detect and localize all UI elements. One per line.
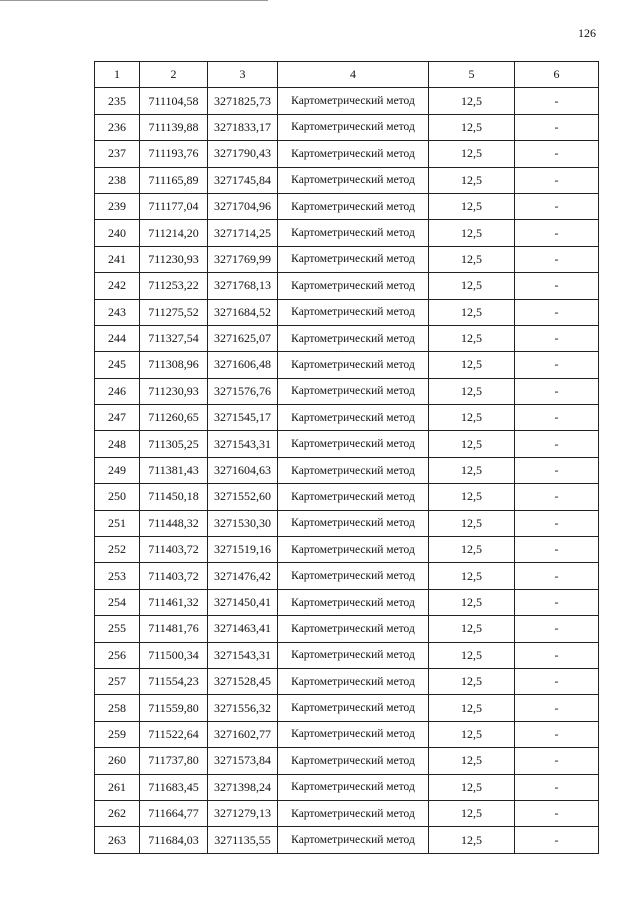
accuracy-cell: 12,5: [429, 721, 515, 747]
point-number-cell: 248: [95, 431, 140, 457]
accuracy-cell: 12,5: [429, 774, 515, 800]
table-row: [95, 273, 599, 299]
coordinates-table: [94, 61, 599, 854]
note-cell: -: [515, 827, 599, 853]
y-coordinate-cell: 3271279,13: [208, 800, 278, 826]
y-coordinate-cell: 3271450,41: [208, 589, 278, 615]
table-row: [95, 642, 599, 668]
x-coordinate-cell: 711403,72: [140, 563, 208, 589]
note-cell: -: [515, 642, 599, 668]
accuracy-cell: 12,5: [429, 800, 515, 826]
note-cell: -: [515, 167, 599, 193]
accuracy-cell: 12,5: [429, 273, 515, 299]
x-coordinate-cell: 711230,93: [140, 246, 208, 272]
point-number-cell: 244: [95, 325, 140, 351]
note-cell: -: [515, 510, 599, 536]
y-coordinate-cell: 3271833,17: [208, 114, 278, 140]
y-coordinate-cell: 3271606,48: [208, 352, 278, 378]
note-cell: -: [515, 668, 599, 694]
accuracy-cell: 12,5: [429, 827, 515, 853]
accuracy-cell: 12,5: [429, 642, 515, 668]
method-cell: Картометрический метод: [278, 484, 429, 510]
accuracy-cell: 12,5: [429, 431, 515, 457]
x-coordinate-cell: 711522,64: [140, 721, 208, 747]
method-cell: Картометрический метод: [278, 378, 429, 404]
method-cell: Картометрический метод: [278, 589, 429, 615]
x-coordinate-cell: 711403,72: [140, 537, 208, 563]
point-number-cell: 236: [95, 114, 140, 140]
y-coordinate-cell: 3271625,07: [208, 325, 278, 351]
y-coordinate-cell: 3271790,43: [208, 141, 278, 167]
header-row: [95, 62, 599, 88]
point-number-cell: 256: [95, 642, 140, 668]
table-row: [95, 193, 599, 219]
point-number-cell: 237: [95, 141, 140, 167]
y-coordinate-cell: 3271543,31: [208, 642, 278, 668]
note-cell: -: [515, 246, 599, 272]
header-cell-5: 5: [429, 62, 515, 88]
table-row: [95, 827, 599, 853]
x-coordinate-cell: 711104,58: [140, 88, 208, 114]
header-cell-6: 6: [515, 62, 599, 88]
table-row: [95, 721, 599, 747]
x-coordinate-cell: 711448,32: [140, 510, 208, 536]
y-coordinate-cell: 3271604,63: [208, 457, 278, 483]
point-number-cell: 255: [95, 616, 140, 642]
x-coordinate-cell: 711450,18: [140, 484, 208, 510]
point-number-cell: 246: [95, 378, 140, 404]
header-cell-4: 4: [278, 62, 429, 88]
y-coordinate-cell: 3271545,17: [208, 405, 278, 431]
table-row: [95, 668, 599, 694]
table-row: [95, 510, 599, 536]
accuracy-cell: 12,5: [429, 88, 515, 114]
accuracy-cell: 12,5: [429, 299, 515, 325]
table-row: [95, 537, 599, 563]
note-cell: -: [515, 748, 599, 774]
x-coordinate-cell: 711253,22: [140, 273, 208, 299]
table-row: [95, 774, 599, 800]
note-cell: -: [515, 299, 599, 325]
method-cell: Картометрический метод: [278, 774, 429, 800]
point-number-cell: 242: [95, 273, 140, 299]
method-cell: Картометрический метод: [278, 537, 429, 563]
header-cell-2: 2: [140, 62, 208, 88]
y-coordinate-cell: 3271528,45: [208, 668, 278, 694]
accuracy-cell: 12,5: [429, 695, 515, 721]
table-row: [95, 405, 599, 431]
table-row: [95, 325, 599, 351]
note-cell: -: [515, 589, 599, 615]
y-coordinate-cell: 3271769,99: [208, 246, 278, 272]
note-cell: -: [515, 325, 599, 351]
method-cell: Картометрический метод: [278, 114, 429, 140]
accuracy-cell: 12,5: [429, 563, 515, 589]
top-rule: [0, 0, 268, 1]
accuracy-cell: 12,5: [429, 141, 515, 167]
y-coordinate-cell: 3271476,42: [208, 563, 278, 589]
accuracy-cell: 12,5: [429, 748, 515, 774]
header-cell-3: 3: [208, 62, 278, 88]
point-number-cell: 241: [95, 246, 140, 272]
note-cell: -: [515, 352, 599, 378]
table-row: [95, 352, 599, 378]
table-row: [95, 800, 599, 826]
y-coordinate-cell: 3271768,13: [208, 273, 278, 299]
accuracy-cell: 12,5: [429, 405, 515, 431]
y-coordinate-cell: 3271825,73: [208, 88, 278, 114]
note-cell: -: [515, 695, 599, 721]
note-cell: -: [515, 114, 599, 140]
table-row: [95, 484, 599, 510]
note-cell: -: [515, 88, 599, 114]
method-cell: Картометрический метод: [278, 668, 429, 694]
x-coordinate-cell: 711230,93: [140, 378, 208, 404]
accuracy-cell: 12,5: [429, 616, 515, 642]
x-coordinate-cell: 711327,54: [140, 325, 208, 351]
point-number-cell: 259: [95, 721, 140, 747]
note-cell: -: [515, 774, 599, 800]
y-coordinate-cell: 3271556,32: [208, 695, 278, 721]
accuracy-cell: 12,5: [429, 193, 515, 219]
method-cell: Картометрический метод: [278, 457, 429, 483]
point-number-cell: 249: [95, 457, 140, 483]
table-row: [95, 378, 599, 404]
table-body: [95, 88, 599, 853]
y-coordinate-cell: 3271552,60: [208, 484, 278, 510]
x-coordinate-cell: 711305,25: [140, 431, 208, 457]
note-cell: -: [515, 457, 599, 483]
y-coordinate-cell: 3271573,84: [208, 748, 278, 774]
table-row: [95, 88, 599, 114]
table-row: [95, 167, 599, 193]
method-cell: Картометрический метод: [278, 431, 429, 457]
table-row: [95, 220, 599, 246]
table-row: [95, 589, 599, 615]
accuracy-cell: 12,5: [429, 668, 515, 694]
method-cell: Картометрический метод: [278, 352, 429, 378]
method-cell: Картометрический метод: [278, 405, 429, 431]
x-coordinate-cell: 711193,76: [140, 141, 208, 167]
point-number-cell: 260: [95, 748, 140, 774]
note-cell: -: [515, 721, 599, 747]
point-number-cell: 238: [95, 167, 140, 193]
x-coordinate-cell: 711275,52: [140, 299, 208, 325]
accuracy-cell: 12,5: [429, 378, 515, 404]
x-coordinate-cell: 711214,20: [140, 220, 208, 246]
y-coordinate-cell: 3271745,84: [208, 167, 278, 193]
y-coordinate-cell: 3271463,41: [208, 616, 278, 642]
accuracy-cell: 12,5: [429, 220, 515, 246]
table-row: [95, 246, 599, 272]
x-coordinate-cell: 711177,04: [140, 193, 208, 219]
y-coordinate-cell: 3271530,30: [208, 510, 278, 536]
accuracy-cell: 12,5: [429, 484, 515, 510]
accuracy-cell: 12,5: [429, 325, 515, 351]
point-number-cell: 243: [95, 299, 140, 325]
x-coordinate-cell: 711381,43: [140, 457, 208, 483]
y-coordinate-cell: 3271519,16: [208, 537, 278, 563]
x-coordinate-cell: 711481,76: [140, 616, 208, 642]
point-number-cell: 253: [95, 563, 140, 589]
table-row: [95, 457, 599, 483]
note-cell: -: [515, 378, 599, 404]
accuracy-cell: 12,5: [429, 114, 515, 140]
accuracy-cell: 12,5: [429, 246, 515, 272]
note-cell: -: [515, 431, 599, 457]
method-cell: Картометрический метод: [278, 510, 429, 536]
point-number-cell: 239: [95, 193, 140, 219]
table-row: [95, 563, 599, 589]
x-coordinate-cell: 711737,80: [140, 748, 208, 774]
x-coordinate-cell: 711554,23: [140, 668, 208, 694]
note-cell: -: [515, 141, 599, 167]
table-row: [95, 431, 599, 457]
accuracy-cell: 12,5: [429, 537, 515, 563]
method-cell: Картометрический метод: [278, 220, 429, 246]
page-number: 126: [578, 26, 596, 40]
note-cell: -: [515, 537, 599, 563]
accuracy-cell: 12,5: [429, 510, 515, 536]
method-cell: Картометрический метод: [278, 167, 429, 193]
y-coordinate-cell: 3271704,96: [208, 193, 278, 219]
table-row: [95, 695, 599, 721]
method-cell: Картометрический метод: [278, 325, 429, 351]
point-number-cell: 252: [95, 537, 140, 563]
point-number-cell: 258: [95, 695, 140, 721]
y-coordinate-cell: 3271398,24: [208, 774, 278, 800]
x-coordinate-cell: 711308,96: [140, 352, 208, 378]
method-cell: Картометрический метод: [278, 695, 429, 721]
table-row: [95, 299, 599, 325]
point-number-cell: 251: [95, 510, 140, 536]
table-row: [95, 141, 599, 167]
note-cell: -: [515, 616, 599, 642]
point-number-cell: 263: [95, 827, 140, 853]
method-cell: Картометрический метод: [278, 273, 429, 299]
table-row: [95, 114, 599, 140]
method-cell: Картометрический метод: [278, 800, 429, 826]
y-coordinate-cell: 3271684,52: [208, 299, 278, 325]
point-number-cell: 247: [95, 405, 140, 431]
method-cell: Картометрический метод: [278, 88, 429, 114]
point-number-cell: 254: [95, 589, 140, 615]
method-cell: Картометрический метод: [278, 827, 429, 853]
x-coordinate-cell: 711260,65: [140, 405, 208, 431]
method-cell: Картометрический метод: [278, 642, 429, 668]
note-cell: -: [515, 273, 599, 299]
note-cell: -: [515, 800, 599, 826]
table-row: [95, 616, 599, 642]
method-cell: Картометрический метод: [278, 616, 429, 642]
point-number-cell: 257: [95, 668, 140, 694]
method-cell: Картометрический метод: [278, 721, 429, 747]
note-cell: -: [515, 193, 599, 219]
x-coordinate-cell: 711683,45: [140, 774, 208, 800]
method-cell: Картометрический метод: [278, 299, 429, 325]
y-coordinate-cell: 3271714,25: [208, 220, 278, 246]
x-coordinate-cell: 711461,32: [140, 589, 208, 615]
header-cell-1: 1: [95, 62, 140, 88]
point-number-cell: 245: [95, 352, 140, 378]
method-cell: Картометрический метод: [278, 246, 429, 272]
accuracy-cell: 12,5: [429, 167, 515, 193]
method-cell: Картометрический метод: [278, 748, 429, 774]
table-row: [95, 748, 599, 774]
point-number-cell: 261: [95, 774, 140, 800]
x-coordinate-cell: 711684,03: [140, 827, 208, 853]
x-coordinate-cell: 711664,77: [140, 800, 208, 826]
x-coordinate-cell: 711500,34: [140, 642, 208, 668]
y-coordinate-cell: 3271543,31: [208, 431, 278, 457]
point-number-cell: 250: [95, 484, 140, 510]
method-cell: Картометрический метод: [278, 193, 429, 219]
y-coordinate-cell: 3271602,77: [208, 721, 278, 747]
x-coordinate-cell: 711559,80: [140, 695, 208, 721]
y-coordinate-cell: 3271576,76: [208, 378, 278, 404]
note-cell: -: [515, 563, 599, 589]
accuracy-cell: 12,5: [429, 457, 515, 483]
note-cell: -: [515, 405, 599, 431]
note-cell: -: [515, 220, 599, 246]
note-cell: -: [515, 484, 599, 510]
method-cell: Картометрический метод: [278, 141, 429, 167]
accuracy-cell: 12,5: [429, 352, 515, 378]
x-coordinate-cell: 711139,88: [140, 114, 208, 140]
point-number-cell: 262: [95, 800, 140, 826]
y-coordinate-cell: 3271135,55: [208, 827, 278, 853]
point-number-cell: 240: [95, 220, 140, 246]
point-number-cell: 235: [95, 88, 140, 114]
x-coordinate-cell: 711165,89: [140, 167, 208, 193]
method-cell: Картометрический метод: [278, 563, 429, 589]
accuracy-cell: 12,5: [429, 589, 515, 615]
